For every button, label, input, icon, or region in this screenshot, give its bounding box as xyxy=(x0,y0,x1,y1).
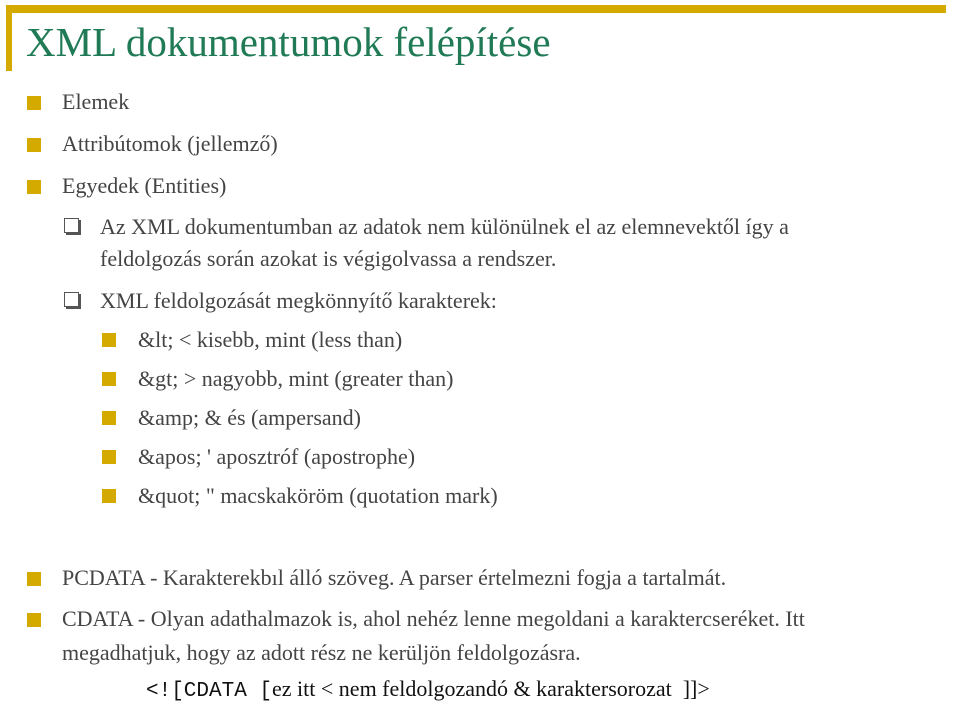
checkbox-bullet-icon xyxy=(64,292,79,307)
special-char-lt: &lt; < kisebb, mint (less than) xyxy=(138,327,403,352)
square-bullet-icon xyxy=(102,411,116,425)
cdata-content: ez itt < nem feldolgozandó & karaktersorozat xyxy=(272,676,672,701)
square-bullet-icon xyxy=(27,96,41,110)
entities-note-line2: feldolgozás során azokat is végigolvassa a rendszer. xyxy=(100,246,557,271)
special-char-apos: &apos; ' aposztróf (apostrophe) xyxy=(138,444,416,469)
special-chars-intro: XML feldolgozását megkönnyítő karakterek: xyxy=(100,288,497,313)
cdata-close-tag: ]]> xyxy=(682,676,710,701)
square-bullet-icon xyxy=(27,613,41,627)
entities-note-line1: Az XML dokumentumban az adatok nem különülnek el az elemnevektől így a xyxy=(100,214,789,239)
cdata-line2: megadhatjuk, hogy az adott rész ne kerüljön feldolgozásra. xyxy=(62,640,581,665)
square-bullet-icon xyxy=(27,180,41,194)
cdata-open-tag: <![CDATA [ xyxy=(146,680,273,703)
cdata-example xyxy=(146,675,710,705)
bullet-entities: Egyedek (Entities) xyxy=(62,173,227,198)
special-char-amp: &amp; & és (ampersand) xyxy=(138,405,361,430)
special-char-quot: &quot; " macskaköröm (quotation mark) xyxy=(138,483,498,508)
special-char-gt: &gt; > nagyobb, mint (greater than) xyxy=(138,366,454,391)
square-bullet-icon xyxy=(27,138,41,152)
square-bullet-icon xyxy=(102,450,116,464)
square-bullet-icon xyxy=(102,333,116,347)
square-bullet-icon xyxy=(27,572,41,586)
cdata-line1: CDATA - Olyan adathalmazok is, ahol nehéz lenne megoldani a karaktercseréket. Itt xyxy=(62,606,805,631)
checkbox-bullet-icon xyxy=(64,218,79,233)
pcdata-text: PCDATA - Karakterekbıl álló szöveg. A parser értelmezni fogja a tartalmát. xyxy=(62,565,727,590)
square-bullet-icon xyxy=(102,489,116,503)
left-accent-bar xyxy=(6,5,12,71)
square-bullet-icon xyxy=(102,372,116,386)
bullet-attributes: Attribútomok (jellemző) xyxy=(62,131,278,156)
bullet-elements: Elemek xyxy=(62,89,130,114)
top-accent-bar xyxy=(6,5,946,13)
slide-title: XML dokumentumok felépítése xyxy=(26,19,551,65)
